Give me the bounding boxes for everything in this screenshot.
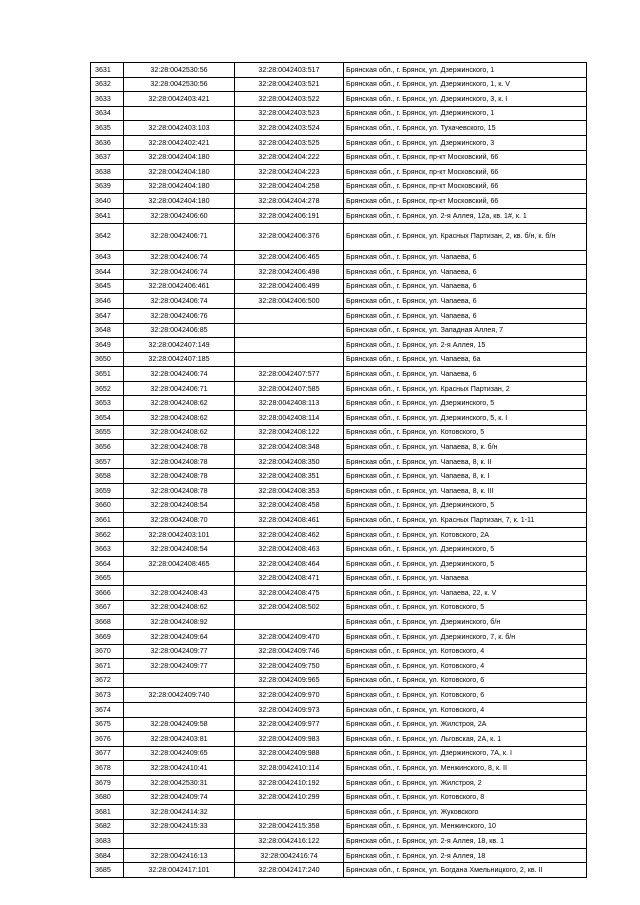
land-cadastral-number-cell [124,106,235,121]
land-cadastral-number-cell: 32:28:0042402:421 [124,135,235,150]
address-cell: Брянская обл., г. Брянск, пр-кт Московский, 66 [344,150,587,165]
land-cadastral-number-cell: 32:28:0042406:74 [124,265,235,280]
address-cell: Брянская обл., г. Брянск, ул. Красных Партизан, 2, кв. б/н, к. б/н [344,223,587,250]
table-row [91,805,587,820]
land-cadastral-number-cell: 32:28:0042407:149 [124,338,235,353]
building-cadastral-number-cell: 32:28:0042403:523 [235,106,344,121]
land-cadastral-number-cell: 32:28:0042409:74 [124,790,235,805]
table-row [91,644,587,659]
building-cadastral-number-cell: 32:28:0042410:299 [235,790,344,805]
address-cell: Брянская обл., г. Брянск, ул. Котовского, 8 [344,790,587,805]
building-cadastral-number-cell: 32:28:0042417:240 [235,863,344,878]
building-cadastral-number-cell: 32:28:0042408:463 [235,542,344,557]
building-cadastral-number-cell [235,805,344,820]
row-number-cell: 3682 [91,819,124,834]
table-row [91,265,587,280]
building-cadastral-number-cell: 32:28:0042404:258 [235,179,344,194]
table-row [91,63,587,78]
row-number-cell: 3657 [91,454,124,469]
row-number-cell: 3672 [91,673,124,688]
row-number-cell: 3671 [91,659,124,674]
table-row [91,834,587,849]
row-number-cell: 3631 [91,63,124,78]
table-row [91,819,587,834]
building-cadastral-number-cell: 32:28:0042408:350 [235,454,344,469]
land-cadastral-number-cell: 32:28:0042530:56 [124,77,235,92]
row-number-cell: 3663 [91,542,124,557]
address-cell: Брянская обл., г. Брянск, ул. Жилстроя, 2 [344,775,587,790]
row-number-cell: 3659 [91,484,124,499]
address-cell: Брянская обл., г. Брянск, ул. 2-я Аллея, 18, кв. 1 [344,834,587,849]
table-row [91,294,587,309]
row-number-cell: 3680 [91,790,124,805]
building-cadastral-number-cell: 32:28:0042409:965 [235,673,344,688]
row-number-cell: 3637 [91,150,124,165]
address-cell: Брянская обл., г. Брянск, ул. Котовского, 4 [344,644,587,659]
table-row [91,469,587,484]
table-row [91,194,587,209]
table-row [91,790,587,805]
land-cadastral-number-cell: 32:28:0042409:64 [124,629,235,644]
building-cadastral-number-cell: 32:28:0042403:522 [235,92,344,107]
address-cell: Брянская обл., г. Брянск, ул. Дзержинского, 5 [344,498,587,513]
building-cadastral-number-cell: 32:28:0042408:461 [235,513,344,528]
address-cell: Брянская обл., г. Брянск, ул. Дзержинского, 5 [344,396,587,411]
address-cell: Брянская обл., г. Брянск, ул. Красных Партизан, 2 [344,381,587,396]
table-row [91,484,587,499]
table-row [91,659,587,674]
building-cadastral-number-cell: 32:28:0042403:524 [235,121,344,136]
building-cadastral-number-cell: 32:28:0042406:191 [235,208,344,223]
address-cell: Брянская обл., г. Брянск, ул. Дзержинского, 7, к. б/н [344,629,587,644]
land-cadastral-number-cell: 32:28:0042409:77 [124,659,235,674]
row-number-cell: 3642 [91,223,124,250]
table-row [91,848,587,863]
building-cadastral-number-cell: 32:28:0042408:114 [235,411,344,426]
land-cadastral-number-cell: 32:28:0042414:32 [124,805,235,820]
building-cadastral-number-cell: 32:28:0042408:502 [235,600,344,615]
address-cell: Брянская обл., г. Брянск, ул. Жуковского [344,805,587,820]
row-number-cell: 3640 [91,194,124,209]
table-row [91,279,587,294]
row-number-cell: 3652 [91,381,124,396]
address-cell: Брянская обл., г. Брянск, ул. Чапаева, 6 [344,279,587,294]
address-cell: Брянская обл., г. Брянск, ул. Котовского, 5 [344,600,587,615]
building-cadastral-number-cell: 32:28:0042408:464 [235,557,344,572]
building-cadastral-number-cell: 32:28:0042403:517 [235,63,344,78]
registry-table-body [91,63,587,878]
building-cadastral-number-cell: 32:28:0042408:458 [235,498,344,513]
land-cadastral-number-cell: 32:28:0042406:74 [124,367,235,382]
table-row [91,688,587,703]
address-cell: Брянская обл., г. Брянск, ул. Богдана Хмельницкого, 2, кв. II [344,863,587,878]
table-row [91,527,587,542]
address-cell: Брянская обл., г. Брянск, ул. Чапаева, 8, к. II [344,454,587,469]
land-cadastral-number-cell: 32:28:0042408:92 [124,615,235,630]
land-cadastral-number-cell: 32:28:0042417:101 [124,863,235,878]
table-row [91,179,587,194]
address-cell: Брянская обл., г. Брянск, ул. Дзержинского, 3, к. I [344,92,587,107]
land-cadastral-number-cell: 32:28:0042408:465 [124,557,235,572]
address-cell: Брянская обл., г. Брянск, ул. Льговская, 2А, к. 1 [344,732,587,747]
table-row [91,673,587,688]
row-number-cell: 3677 [91,746,124,761]
building-cadastral-number-cell: 32:28:0042408:351 [235,469,344,484]
row-number-cell: 3634 [91,106,124,121]
table-row [91,150,587,165]
address-cell: Брянская обл., г. Брянск, ул. Жилстроя, 2А [344,717,587,732]
land-cadastral-number-cell: 32:28:0042408:70 [124,513,235,528]
row-number-cell: 3646 [91,294,124,309]
row-number-cell: 3649 [91,338,124,353]
row-number-cell: 3645 [91,279,124,294]
land-cadastral-number-cell [124,702,235,717]
address-cell: Брянская обл., г. Брянск, ул. Чапаева, 22, к. V [344,586,587,601]
building-cadastral-number-cell: 32:28:0042408:122 [235,425,344,440]
table-row [91,498,587,513]
row-number-cell: 3648 [91,323,124,338]
address-cell: Брянская обл., г. Брянск, ул. Менжинского, 10 [344,819,587,834]
address-cell: Брянская обл., г. Брянск, ул. Котовского, 5 [344,425,587,440]
address-cell: Брянская обл., г. Брянск, ул. Западная Аллея, 7 [344,323,587,338]
row-number-cell: 3662 [91,527,124,542]
table-row [91,586,587,601]
row-number-cell: 3684 [91,848,124,863]
row-number-cell: 3683 [91,834,124,849]
table-row [91,513,587,528]
land-cadastral-number-cell: 32:28:0042406:461 [124,279,235,294]
table-row [91,411,587,426]
row-number-cell: 3668 [91,615,124,630]
table-row [91,775,587,790]
table-row [91,746,587,761]
table-row [91,250,587,265]
table-row [91,600,587,615]
row-number-cell: 3647 [91,308,124,323]
address-cell: Брянская обл., г. Брянск, ул. 2-я Аллея, 18 [344,848,587,863]
row-number-cell: 3665 [91,571,124,586]
table-row [91,542,587,557]
building-cadastral-number-cell: 32:28:0042403:525 [235,135,344,150]
address-cell: Брянская обл., г. Брянск, ул. Чапаева, 6 [344,294,587,309]
land-cadastral-number-cell: 32:28:0042408:78 [124,440,235,455]
building-cadastral-number-cell: 32:28:0042409:977 [235,717,344,732]
table-row [91,396,587,411]
row-number-cell: 3658 [91,469,124,484]
building-cadastral-number-cell: 32:28:0042408:113 [235,396,344,411]
land-cadastral-number-cell: 32:28:0042403:421 [124,92,235,107]
building-cadastral-number-cell: 32:28:0042406:498 [235,265,344,280]
address-cell: Брянская обл., г. Брянск, ул. Котовского, 4 [344,659,587,674]
address-cell: Брянская обл., г. Брянск, ул. Дзержинского, 5 [344,542,587,557]
row-number-cell: 3643 [91,250,124,265]
table-row [91,92,587,107]
address-cell: Брянская обл., г. Брянск, ул. Чапаева, 8, к. I [344,469,587,484]
building-cadastral-number-cell: 32:28:0042408:471 [235,571,344,586]
building-cadastral-number-cell: 32:28:0042416:74 [235,848,344,863]
row-number-cell: 3654 [91,411,124,426]
row-number-cell: 3675 [91,717,124,732]
land-cadastral-number-cell: 32:28:0042408:78 [124,454,235,469]
land-cadastral-number-cell: 32:28:0042403:101 [124,527,235,542]
row-number-cell: 3632 [91,77,124,92]
row-number-cell: 3667 [91,600,124,615]
row-number-cell: 3661 [91,513,124,528]
row-number-cell: 3679 [91,775,124,790]
land-cadastral-number-cell: 32:28:0042404:180 [124,179,235,194]
table-row [91,381,587,396]
table-row [91,615,587,630]
land-cadastral-number-cell: 32:28:0042409:65 [124,746,235,761]
row-number-cell: 3660 [91,498,124,513]
address-cell: Брянская обл., г. Брянск, ул. Чапаева, 8, к. б/н [344,440,587,455]
row-number-cell: 3655 [91,425,124,440]
land-cadastral-number-cell: 32:28:0042403:103 [124,121,235,136]
address-cell: Брянская обл., г. Брянск, ул. 2-я Аллея, 15 [344,338,587,353]
row-number-cell: 3639 [91,179,124,194]
land-cadastral-number-cell: 32:28:0042408:43 [124,586,235,601]
building-cadastral-number-cell: 32:28:0042404:278 [235,194,344,209]
land-cadastral-number-cell: 32:28:0042406:74 [124,250,235,265]
land-cadastral-number-cell: 32:28:0042406:76 [124,308,235,323]
building-cadastral-number-cell: 32:28:0042408:348 [235,440,344,455]
building-cadastral-number-cell: 32:28:0042409:750 [235,659,344,674]
address-cell: Брянская обл., г. Брянск, ул. Дзержинского, 1, к. V [344,77,587,92]
row-number-cell: 3633 [91,92,124,107]
table-row [91,454,587,469]
table-row [91,352,587,367]
land-cadastral-number-cell: 32:28:0042407:185 [124,352,235,367]
address-cell: Брянская обл., г. Брянск, ул. Котовского, 2А [344,527,587,542]
property-registry-table [90,62,587,878]
land-cadastral-number-cell: 32:28:0042406:85 [124,323,235,338]
address-cell: Брянская обл., г. Брянск, ул. Котовского, 6 [344,673,587,688]
row-number-cell: 3674 [91,702,124,717]
building-cadastral-number-cell [235,352,344,367]
building-cadastral-number-cell [235,615,344,630]
land-cadastral-number-cell: 32:28:0042406:74 [124,294,235,309]
address-cell: Брянская обл., г. Брянск, ул. Котовского, 6 [344,688,587,703]
row-number-cell: 3669 [91,629,124,644]
table-row [91,557,587,572]
row-number-cell: 3681 [91,805,124,820]
building-cadastral-number-cell: 32:28:0042408:353 [235,484,344,499]
land-cadastral-number-cell [124,673,235,688]
table-row [91,761,587,776]
building-cadastral-number-cell: 32:28:0042406:376 [235,223,344,250]
table-row [91,732,587,747]
land-cadastral-number-cell: 32:28:0042404:180 [124,165,235,180]
address-cell: Брянская обл., г. Брянск, ул. Дзержинского, 1 [344,106,587,121]
table-row [91,223,587,250]
address-cell: Брянская обл., г. Брянск, ул. Менжинского, 8, к. II [344,761,587,776]
land-cadastral-number-cell: 32:28:0042408:62 [124,396,235,411]
address-cell: Брянская обл., г. Брянск, ул. Чапаева, 6 [344,308,587,323]
row-number-cell: 3676 [91,732,124,747]
table-row [91,863,587,878]
table-row [91,106,587,121]
row-number-cell: 3636 [91,135,124,150]
table-row [91,338,587,353]
address-cell: Брянская обл., г. Брянск, ул. Тухачевского, 15 [344,121,587,136]
building-cadastral-number-cell: 32:28:0042409:983 [235,732,344,747]
row-number-cell: 3678 [91,761,124,776]
table-row [91,571,587,586]
building-cadastral-number-cell: 32:28:0042409:746 [235,644,344,659]
address-cell: Брянская обл., г. Брянск, пр-кт Московский, 66 [344,165,587,180]
building-cadastral-number-cell: 32:28:0042407:577 [235,367,344,382]
building-cadastral-number-cell: 32:28:0042406:465 [235,250,344,265]
land-cadastral-number-cell: 32:28:0042408:78 [124,469,235,484]
address-cell: Брянская обл., г. Брянск, ул. Чапаева, 6а [344,352,587,367]
row-number-cell: 3673 [91,688,124,703]
building-cadastral-number-cell: 32:28:0042410:114 [235,761,344,776]
address-cell: Брянская обл., г. Брянск, ул. Чапаева [344,571,587,586]
land-cadastral-number-cell: 32:28:0042408:78 [124,484,235,499]
table-row [91,165,587,180]
building-cadastral-number-cell: 32:28:0042408:462 [235,527,344,542]
address-cell: Брянская обл., г. Брянск, ул. Дзержинского, 3 [344,135,587,150]
land-cadastral-number-cell: 32:28:0042409:58 [124,717,235,732]
address-cell: Брянская обл., г. Брянск, ул. Чапаева, 8, к. III [344,484,587,499]
building-cadastral-number-cell [235,323,344,338]
address-cell: Брянская обл., г. Брянск, ул. Дзержинского, 7А, к. I [344,746,587,761]
building-cadastral-number-cell: 32:28:0042404:222 [235,150,344,165]
row-number-cell: 3653 [91,396,124,411]
row-number-cell: 3635 [91,121,124,136]
building-cadastral-number-cell: 32:28:0042406:499 [235,279,344,294]
building-cadastral-number-cell: 32:28:0042409:973 [235,702,344,717]
building-cadastral-number-cell [235,338,344,353]
table-row [91,323,587,338]
building-cadastral-number-cell: 32:28:0042403:521 [235,77,344,92]
table-row [91,308,587,323]
address-cell: Брянская обл., г. Брянск, ул. Дзержинского, 1 [344,63,587,78]
land-cadastral-number-cell: 32:28:0042406:71 [124,381,235,396]
table-row [91,208,587,223]
document-page [90,62,586,878]
table-row [91,135,587,150]
address-cell: Брянская обл., г. Брянск, ул. Дзержинского, б/н [344,615,587,630]
building-cadastral-number-cell: 32:28:0042410:192 [235,775,344,790]
land-cadastral-number-cell: 32:28:0042416:13 [124,848,235,863]
row-number-cell: 3641 [91,208,124,223]
address-cell: Брянская обл., г. Брянск, ул. Чапаева, 6 [344,265,587,280]
table-row [91,440,587,455]
row-number-cell: 3650 [91,352,124,367]
address-cell: Брянская обл., г. Брянск, ул. Красных Партизан, 7, к. 1-11 [344,513,587,528]
row-number-cell: 3656 [91,440,124,455]
row-number-cell: 3670 [91,644,124,659]
land-cadastral-number-cell: 32:28:0042410:41 [124,761,235,776]
land-cadastral-number-cell: 32:28:0042408:62 [124,600,235,615]
table-row [91,702,587,717]
table-row [91,367,587,382]
address-cell: Брянская обл., г. Брянск, ул. 2-я Аллея, 12а, кв. 1#, к. 1 [344,208,587,223]
address-cell: Брянская обл., г. Брянск, ул. Котовского, 4 [344,702,587,717]
address-cell: Брянская обл., г. Брянск, ул. Дзержинского, 5 [344,557,587,572]
land-cadastral-number-cell: 32:28:0042408:54 [124,542,235,557]
building-cadastral-number-cell: 32:28:0042416:122 [235,834,344,849]
building-cadastral-number-cell: 32:28:0042409:470 [235,629,344,644]
table-row [91,717,587,732]
land-cadastral-number-cell [124,571,235,586]
land-cadastral-number-cell: 32:28:0042406:71 [124,223,235,250]
land-cadastral-number-cell: 32:28:0042409:740 [124,688,235,703]
building-cadastral-number-cell: 32:28:0042409:970 [235,688,344,703]
land-cadastral-number-cell: 32:28:0042408:62 [124,425,235,440]
row-number-cell: 3685 [91,863,124,878]
row-number-cell: 3651 [91,367,124,382]
land-cadastral-number-cell: 32:28:0042408:54 [124,498,235,513]
row-number-cell: 3664 [91,557,124,572]
address-cell: Брянская обл., г. Брянск, ул. Чапаева, 6 [344,367,587,382]
building-cadastral-number-cell: 32:28:0042409:988 [235,746,344,761]
table-row [91,629,587,644]
address-cell: Брянская обл., г. Брянск, ул. Чапаева, 6 [344,250,587,265]
table-row [91,425,587,440]
address-cell: Брянская обл., г. Брянск, ул. Дзержинского, 5, к. I [344,411,587,426]
row-number-cell: 3644 [91,265,124,280]
land-cadastral-number-cell [124,834,235,849]
land-cadastral-number-cell: 32:28:0042409:77 [124,644,235,659]
land-cadastral-number-cell: 32:28:0042403:81 [124,732,235,747]
table-row [91,121,587,136]
table-row [91,77,587,92]
land-cadastral-number-cell: 32:28:0042530:31 [124,775,235,790]
building-cadastral-number-cell: 32:28:0042415:358 [235,819,344,834]
building-cadastral-number-cell: 32:28:0042404:223 [235,165,344,180]
building-cadastral-number-cell: 32:28:0042408:475 [235,586,344,601]
row-number-cell: 3638 [91,165,124,180]
building-cadastral-number-cell [235,308,344,323]
address-cell: Брянская обл., г. Брянск, пр-кт Московский, 66 [344,194,587,209]
address-cell: Брянская обл., г. Брянск, пр-кт Московский, 66 [344,179,587,194]
land-cadastral-number-cell: 32:28:0042415:33 [124,819,235,834]
building-cadastral-number-cell: 32:28:0042407:585 [235,381,344,396]
building-cadastral-number-cell: 32:28:0042406:500 [235,294,344,309]
land-cadastral-number-cell: 32:28:0042408:62 [124,411,235,426]
land-cadastral-number-cell: 32:28:0042530:56 [124,63,235,78]
land-cadastral-number-cell: 32:28:0042406:60 [124,208,235,223]
row-number-cell: 3666 [91,586,124,601]
land-cadastral-number-cell: 32:28:0042404:180 [124,194,235,209]
land-cadastral-number-cell: 32:28:0042404:180 [124,150,235,165]
